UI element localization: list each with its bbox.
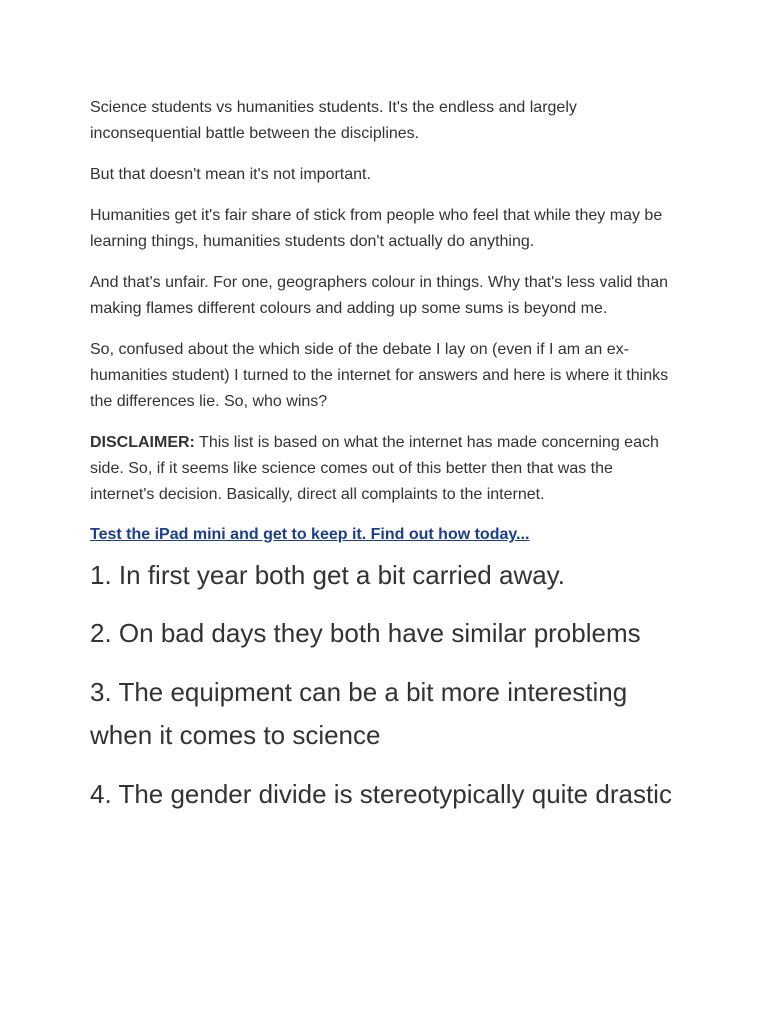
article-paragraph-unfair: And that's unfair. For one, geographers colour in things. Why that's less valid than making flames different colours and adding up some sums is beyond me. [90, 274, 668, 317]
disclaimer-paragraph [90, 430, 680, 508]
disclaimer-label: DISCLAIMER: [90, 434, 195, 451]
article-paragraph-importance: But that doesn't mean it's not important. [90, 166, 371, 183]
list-heading-4: 4. The gender divide is stereotypically quite drastic [90, 779, 672, 809]
disclaimer-text: This list is based on what the internet has made concerning each side. So, if it seems like science comes out of this better then that was the internet's decision. Basically, direct all complaints to the internet. [90, 434, 659, 503]
article-paragraph-intro: Science students vs humanities students. It's the endless and largely inconsequential battle between the disciplines. [90, 99, 577, 142]
article-paragraph-humanities: Humanities get it's fair share of stick from people who feel that while they may be learning things, humanities students don't actually do anything. [90, 207, 663, 250]
list-heading-3: 3. The equipment can be a bit more interesting when it comes to science [90, 677, 628, 750]
list-heading-2: 2. On bad days they both have similar problems [90, 618, 641, 648]
list-heading-1: 1. In first year both get a bit carried away. [90, 560, 565, 590]
article-body [90, 95, 680, 832]
ipad-promo-link[interactable]: Test the iPad mini and get to keep it. Find out how today... [90, 526, 530, 543]
article-paragraph-debate: So, confused about the which side of the debate I lay on (even if I am an ex-humanities student) I turned to the internet for answers and here is where it thinks the differences lie. So, who wins? [90, 341, 669, 410]
